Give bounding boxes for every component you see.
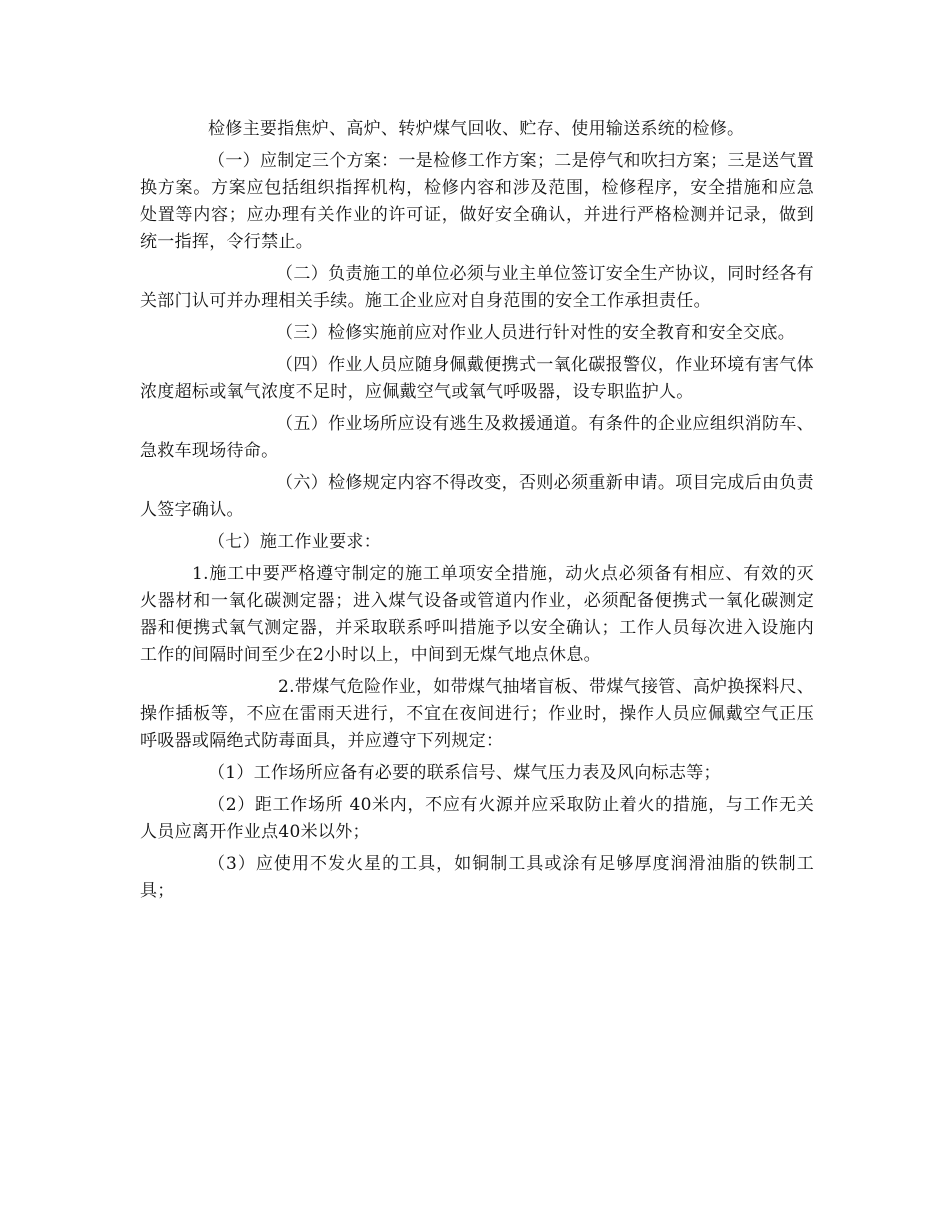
rule-1-paragraph: （1）工作场所应备有必要的联系信号、煤气压力表及风向标志等； [208, 763, 721, 783]
section-5-paragraph: （五）作业场所应设有逃生及救援通道。有条件的企业应组织消防车、急救车现场待命。 [140, 414, 814, 461]
section-1-paragraph: （一）应制定三个方案：一是检修工作方案；二是停气和吹扫方案；三是送气置换方案。方案应包括组织指挥机构，检修内容和涉及范围，检修程序，安全措施和应急处置等内容；应办理有关作业的许可证，做好安全确认，并进行严格检测并记录，做到统一指挥，令行禁止。 [140, 151, 814, 252]
intro-paragraph: 检修主要指焦炉、高炉、转炉煤气回收、贮存、使用输送系统的检修。 [208, 119, 745, 139]
section-2-paragraph: （二）负责施工的单位必须与业主单位签订安全生产协议，同时经各有关部门认可并办理相关手续。施工企业应对自身范围的安全工作承担责任。 [140, 264, 814, 311]
section-7-heading: （七）施工作业要求： [208, 532, 381, 552]
requirement-2-paragraph: 2.带煤气危险作业，如带煤气抽堵盲板、带煤气接管、高炉换探料尺、操作插板等，不应在雷雨天进行，不宜在夜间进行；作业时，操作人员应佩戴空气正压呼吸器或隔绝式防毒面具，并应遵守下列规定： [140, 677, 814, 751]
requirement-1-paragraph: 1.施工中要严格遵守制定的施工单项安全措施，动火点必须备有相应、有效的灭火器材和一氧化碳测定器；进入煤气设备或管道内作业，必须配备便携式一氧化碳测定器和便携式氧气测定器，并采取联系呼叫措施予以安全确认；工作人员每次进入设施内工作的间隔时间至少在2小时以上，中间到无煤气地点休息。 [140, 564, 814, 665]
rule-3-paragraph: （3）应使用不发火星的工具，如铜制工具或涂有足够厚度润滑油脂的铁制工具； [140, 854, 814, 901]
rule-2-paragraph: （2）距工作场所 40米内，不应有火源并应采取防止着火的措施，与工作无关人员应离开作业点40米以外； [140, 795, 814, 842]
section-3-paragraph: （三）检修实施前应对作业人员进行针对性的安全教育和安全交底。 [276, 323, 795, 343]
document-body [140, 116, 814, 910]
section-4-paragraph: （四）作业人员应随身佩戴便携式一氧化碳报警仪，作业环境有害气体浓度超标或氧气浓度不足时，应佩戴空气或氧气呼吸器，设专职监护人。 [140, 355, 814, 402]
section-6-paragraph: （六）检修规定内容不得改变，否则必须重新申请。项目完成后由负责人签字确认。 [140, 473, 814, 520]
